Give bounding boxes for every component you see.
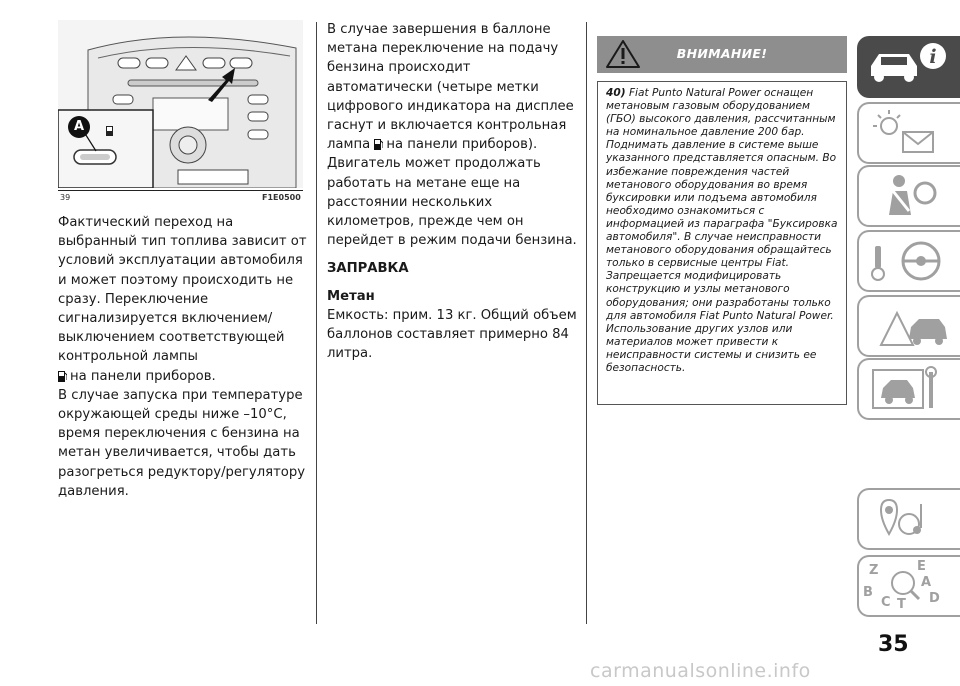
- watermark: carmanualsonline.info: [590, 660, 811, 682]
- fuel-lamp-icon: [58, 368, 67, 382]
- paragraph-switch-info: [58, 213, 308, 386]
- warning-number: 40): [606, 87, 626, 99]
- paragraph-cold-start: В случае запуска при температуре окружающей среды ниже –10°C, время переключения с бензина на метан увеличивается, чтобы дать разогреться редуктору/регулятору давления.: [58, 387, 306, 499]
- tab-steering-key[interactable]: [857, 230, 960, 292]
- figure-caption-rule: [58, 190, 303, 191]
- paragraph-text: на панели приборов.: [70, 368, 216, 384]
- figure-number: 39: [60, 193, 71, 202]
- index-letter: D: [929, 591, 940, 606]
- paragraph-capacity: Емкость: прим. 13 кг. Общий объем баллонов составляет примерно 84 литра.: [327, 307, 577, 362]
- callout-label: A: [68, 116, 90, 138]
- paragraph-text: В случае завершения в баллоне метана переключение на подачу бензина происходит автоматически (четыре метки цифрового индикатора на дисплее гаснут и включается контрольная лампа: [327, 22, 574, 153]
- car-info-icon: [857, 36, 960, 98]
- tab-warning-car[interactable]: [857, 295, 960, 357]
- warning-car-icon: [859, 297, 960, 355]
- tab-multimedia[interactable]: [857, 488, 960, 550]
- text-column-1: [58, 213, 308, 501]
- text-column-2: [327, 20, 577, 363]
- dashboard-lights-icon: [859, 104, 960, 162]
- column-divider: [316, 22, 317, 624]
- paragraph-text: на панели приборов). Двигатель может продолжать работать на метане еще на расстоянии нескольких километров, прежде чем он перейдет в режим подачи бензина.: [327, 137, 577, 249]
- page-number: 35: [878, 632, 909, 657]
- car-maintenance-icon: [859, 360, 960, 418]
- figure-code: F1E0500: [262, 193, 301, 202]
- column-divider: [586, 22, 587, 624]
- warning-title: ВНИМАНИЕ!: [676, 46, 768, 61]
- radio-panel-illustration: [58, 20, 303, 188]
- index-letter: B: [863, 585, 873, 600]
- index-letter: E: [917, 559, 926, 574]
- tab-airbag-seatbelt[interactable]: [857, 165, 960, 227]
- tab-car-maintenance[interactable]: [857, 358, 960, 420]
- warning-paragraph: Fiat Punto Natural Power оснащен метановым газовым оборудованием (ГБО) высокого давления, рассчитанным на номинальное давление 200 бар. Поднимать давление в системе выше указанного представляется опасным. Во избежание повреждения частей метанового оборудования во время буксировки или подъема автомобиля необходимо ознакомиться с информацией из параграфа "Буксировка автомобиля". В случае неисправности метанового оборудования обращайтесь только в сервисные центры Fiat. Запрещается модифицировать конструкцию и узлы метанового оборудования; они разработаны только для автомобиля Fiat Punto Natural Power. Использование других узлов или материалов может привести к неисправности системы и снизить ее безопасность.: [606, 87, 838, 374]
- tab-index[interactable]: [857, 555, 960, 617]
- fuel-lamp-icon: [374, 136, 383, 150]
- paragraph-auto-switch: [327, 20, 577, 250]
- airbag-seatbelt-icon: [859, 167, 960, 225]
- tab-car-info[interactable]: [857, 36, 960, 98]
- subsection-heading: Метан: [327, 288, 375, 304]
- steering-key-icon: [859, 232, 960, 290]
- multimedia-icon: [859, 490, 960, 548]
- tab-dashboard-lights[interactable]: [857, 102, 960, 164]
- figure-radio-panel: [58, 20, 303, 188]
- index-letter: A: [921, 575, 932, 590]
- index-letter: T: [897, 597, 906, 612]
- svg-text:i: i: [929, 46, 937, 68]
- paragraph-text: Фактический переход на выбранный тип топлива зависит от условий эксплуатации автомобиля и может поэтому происходить не сразу. Переключение сигнализируется включением/выключением соответствующей контрольной лампы: [58, 215, 307, 365]
- warning-body: [597, 81, 847, 405]
- index-letter: Z: [869, 563, 879, 578]
- index-letter: C: [881, 595, 891, 610]
- section-heading: ЗАПРАВКА: [327, 261, 409, 277]
- warning-text: [606, 87, 842, 375]
- warning-header: [597, 36, 847, 73]
